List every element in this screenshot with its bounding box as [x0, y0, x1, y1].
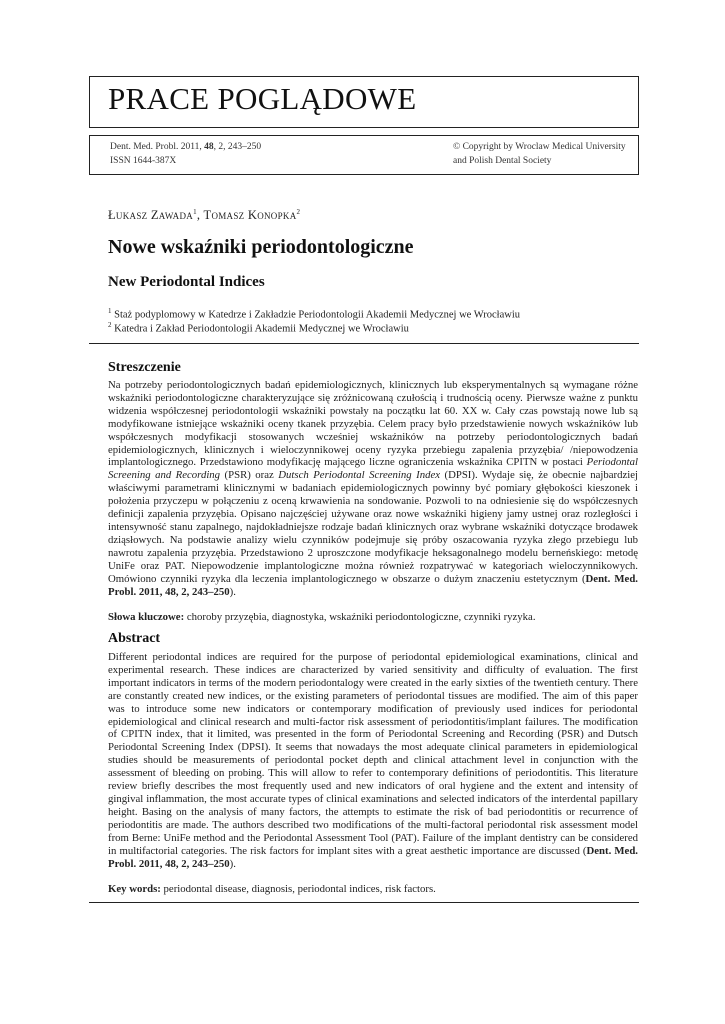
abstract-citation: Dent. Med. Probl. 2011, 48, 2, 243–250 [108, 844, 638, 870]
affiliation-1: $^1$ Staż podyplomowy w Katedrze i Zakładzie Periodontologii Akademii Medycznej we Wrocławiu [108, 307, 520, 321]
author-2: Tomasz Konopka [203, 208, 297, 223]
article-title-english: New Periodontal Indices [108, 274, 265, 290]
section-divider-top [89, 343, 639, 344]
citation-line: Dent. Med. Probl. 2011, 48, 2, 243–250 [110, 142, 262, 152]
affiliation-2: $^2$ Katedra i Zakład Periodontologii Akademii Medycznej we Wrocławiu [108, 321, 409, 335]
keywords-english: Key words: periodontal disease, diagnosis, periodontal indices, risk factors. [108, 883, 436, 895]
author-2-affiliation-mark: 2 [296, 208, 301, 216]
citation-block [110, 140, 261, 168]
section-title: PRACE POGLĄDOWE [108, 81, 417, 116]
authors: Łukasz Zawada$^1$, Tomasz Konopka$^2$ [108, 208, 301, 223]
section-header-box [89, 76, 639, 128]
abstract-body: Different periodontal indices are required for the purpose of periodontal epidemiological examinations, clinical and experimental research. These indices are characterized by varied sensitivity and difficulty of evaluation. The first important indicators in terms of the modern periodontalogy were created in the early sixties of the twentieth century. There are constantly created new indices, or the existing parameters of periodontal tissues are modified. The aim of this paper was to introduce some new indicators or contemporary modification of previously used indices for periodontal epidemiological and clinical research and multi-factor risk assessment of periodontitis/implant failures. The modification of CPITN index, that it limited, was presented in the form of Periodontal Screening and Recording (PSR) and Dutsch Periodontal Screening Index (DPSI). It seems that nowadays the most adequate clinical parameters in epidemiological studies should be measurements of periodontal pocket depth and clinical attachment level in conjunction with the assessment of bleeding on probing. This will allow to refer to contemporary definitions of periodontitis. This literature review briefly describes the most frequently used and new indicators of oral hygiene and the extent and intensity of gingival inflammation, the most accurate types of clinical examinations and selected indicators of the interdental papillary height. Basing on the analysis of many factors, the attempts to estimate the risk of bad periodontitis or recurrence of periodontitis are made. The authors described two modifications of the multi-factoral periodontal risk assessment model from Berne: UniFe method and the Periodontal Assessment Tool (PAT). Failure of the implant dentistry can be considered in multifactorial categories. The risk factors for implant sites with a great aesthetic importance are discussed (Dent. Med. Probl. 2011, 48, 2, 243–250). [108, 651, 638, 870]
author-1-affiliation-mark: 1 [193, 208, 197, 216]
article-title-polish: Nowe wskaźniki periodontologiczne [108, 236, 414, 258]
copyright-line-1: © Copyright by Wroclaw Medical University [453, 142, 626, 152]
copyright-line-2: and Polish Dental Society [453, 156, 552, 166]
copyright-block [453, 140, 626, 168]
issn: ISSN 1644-387X [110, 156, 177, 166]
citation-volume: 48 [204, 142, 214, 152]
section-divider-bottom [89, 902, 639, 903]
streszczenie-heading: Streszczenie [108, 360, 181, 375]
streszczenie-body: Na potrzeby periodontologicznych badań epidemiologicznych, klinicznych lub eksperymentalnych są wymagane różne wskaźniki periodontologiczne charakteryzujące się zróżnicowaną czułością i trudnością oceny. Pierwsze ważne z punktu widzenia współczesnej periodontologii wskaźniki powstały na początku lat 60. XX w. Cały czas powstają nowe lub są modyfikowane istniejące wskaźniki oceny tkanek przyzębia. Celem pracy było przedstawienie nowych wskaźników lub współczesnych modyfikacji stosowanych wcześniej wskaźników na potrzeby periodontologicznych badań epidemiologicznych, klinicznych i wieloczynnikowej oceny ryzyka przebiegu zapalenia przyzębia/ /niepowodzenia implantologicznego. Przedstawiono modyfikację mającego liczne ograniczenia wskaźnika CPITN w postaci Periodontal Screening and Recording (PSR) oraz Dutsch Periodontal Screening Index (DPSI). Wydaje się, że obecnie najbardziej właściwymi parametrami klinicznymi w badaniach epidemiologicznych powinny być pomiary głębokości kieszonek i położenia przyczepu w połączeniu z oceną krwawienia na sondowanie. Pozwoli to na odniesienie się do współczesnych definicji zapalenia przyzębia. Opisano najczęściej używane oraz nowe wskaźniki higieny jamy ustnej oraz rozległości i intensywność stanu zapalnego, najdokładniejsze rodzaje badań klinicznych oraz wybrane wskaźniki dotyczące brodawek dziąsłowych. Na podstawie analizy wielu czynników podejmuje się próby oszacowania ryzyka złego przebiegu lub nawrotu zapalenia przyzębia. Przedstawiono 2 uproszczone modyfikacje heksagonalnego modelu berneńskiego: metodę UniFe oraz PAT. Niepowodzenie implantologiczne można również rozpatrywać w kategoriach wieloczynnikowych. Omówiono czynniki ryzyka dla leczenia implantologicznego w obszarze o dużym znaczeniu estetycznym (Dent. Med. Probl. 2011, 48, 2, 243–250). [108, 379, 638, 598]
journal-meta-box [89, 135, 639, 175]
abstract-heading: Abstract [108, 631, 161, 646]
streszczenie-citation: Dent. Med. Probl. 2011, 48, 2, 243–250 [108, 572, 638, 598]
keywords-polish: Słowa kluczowe: choroby przyzębia, diagnostyka, wskaźniki periodontologiczne, czynniki ryzyka. [108, 611, 536, 623]
author-1: Łukasz Zawada [108, 208, 194, 223]
